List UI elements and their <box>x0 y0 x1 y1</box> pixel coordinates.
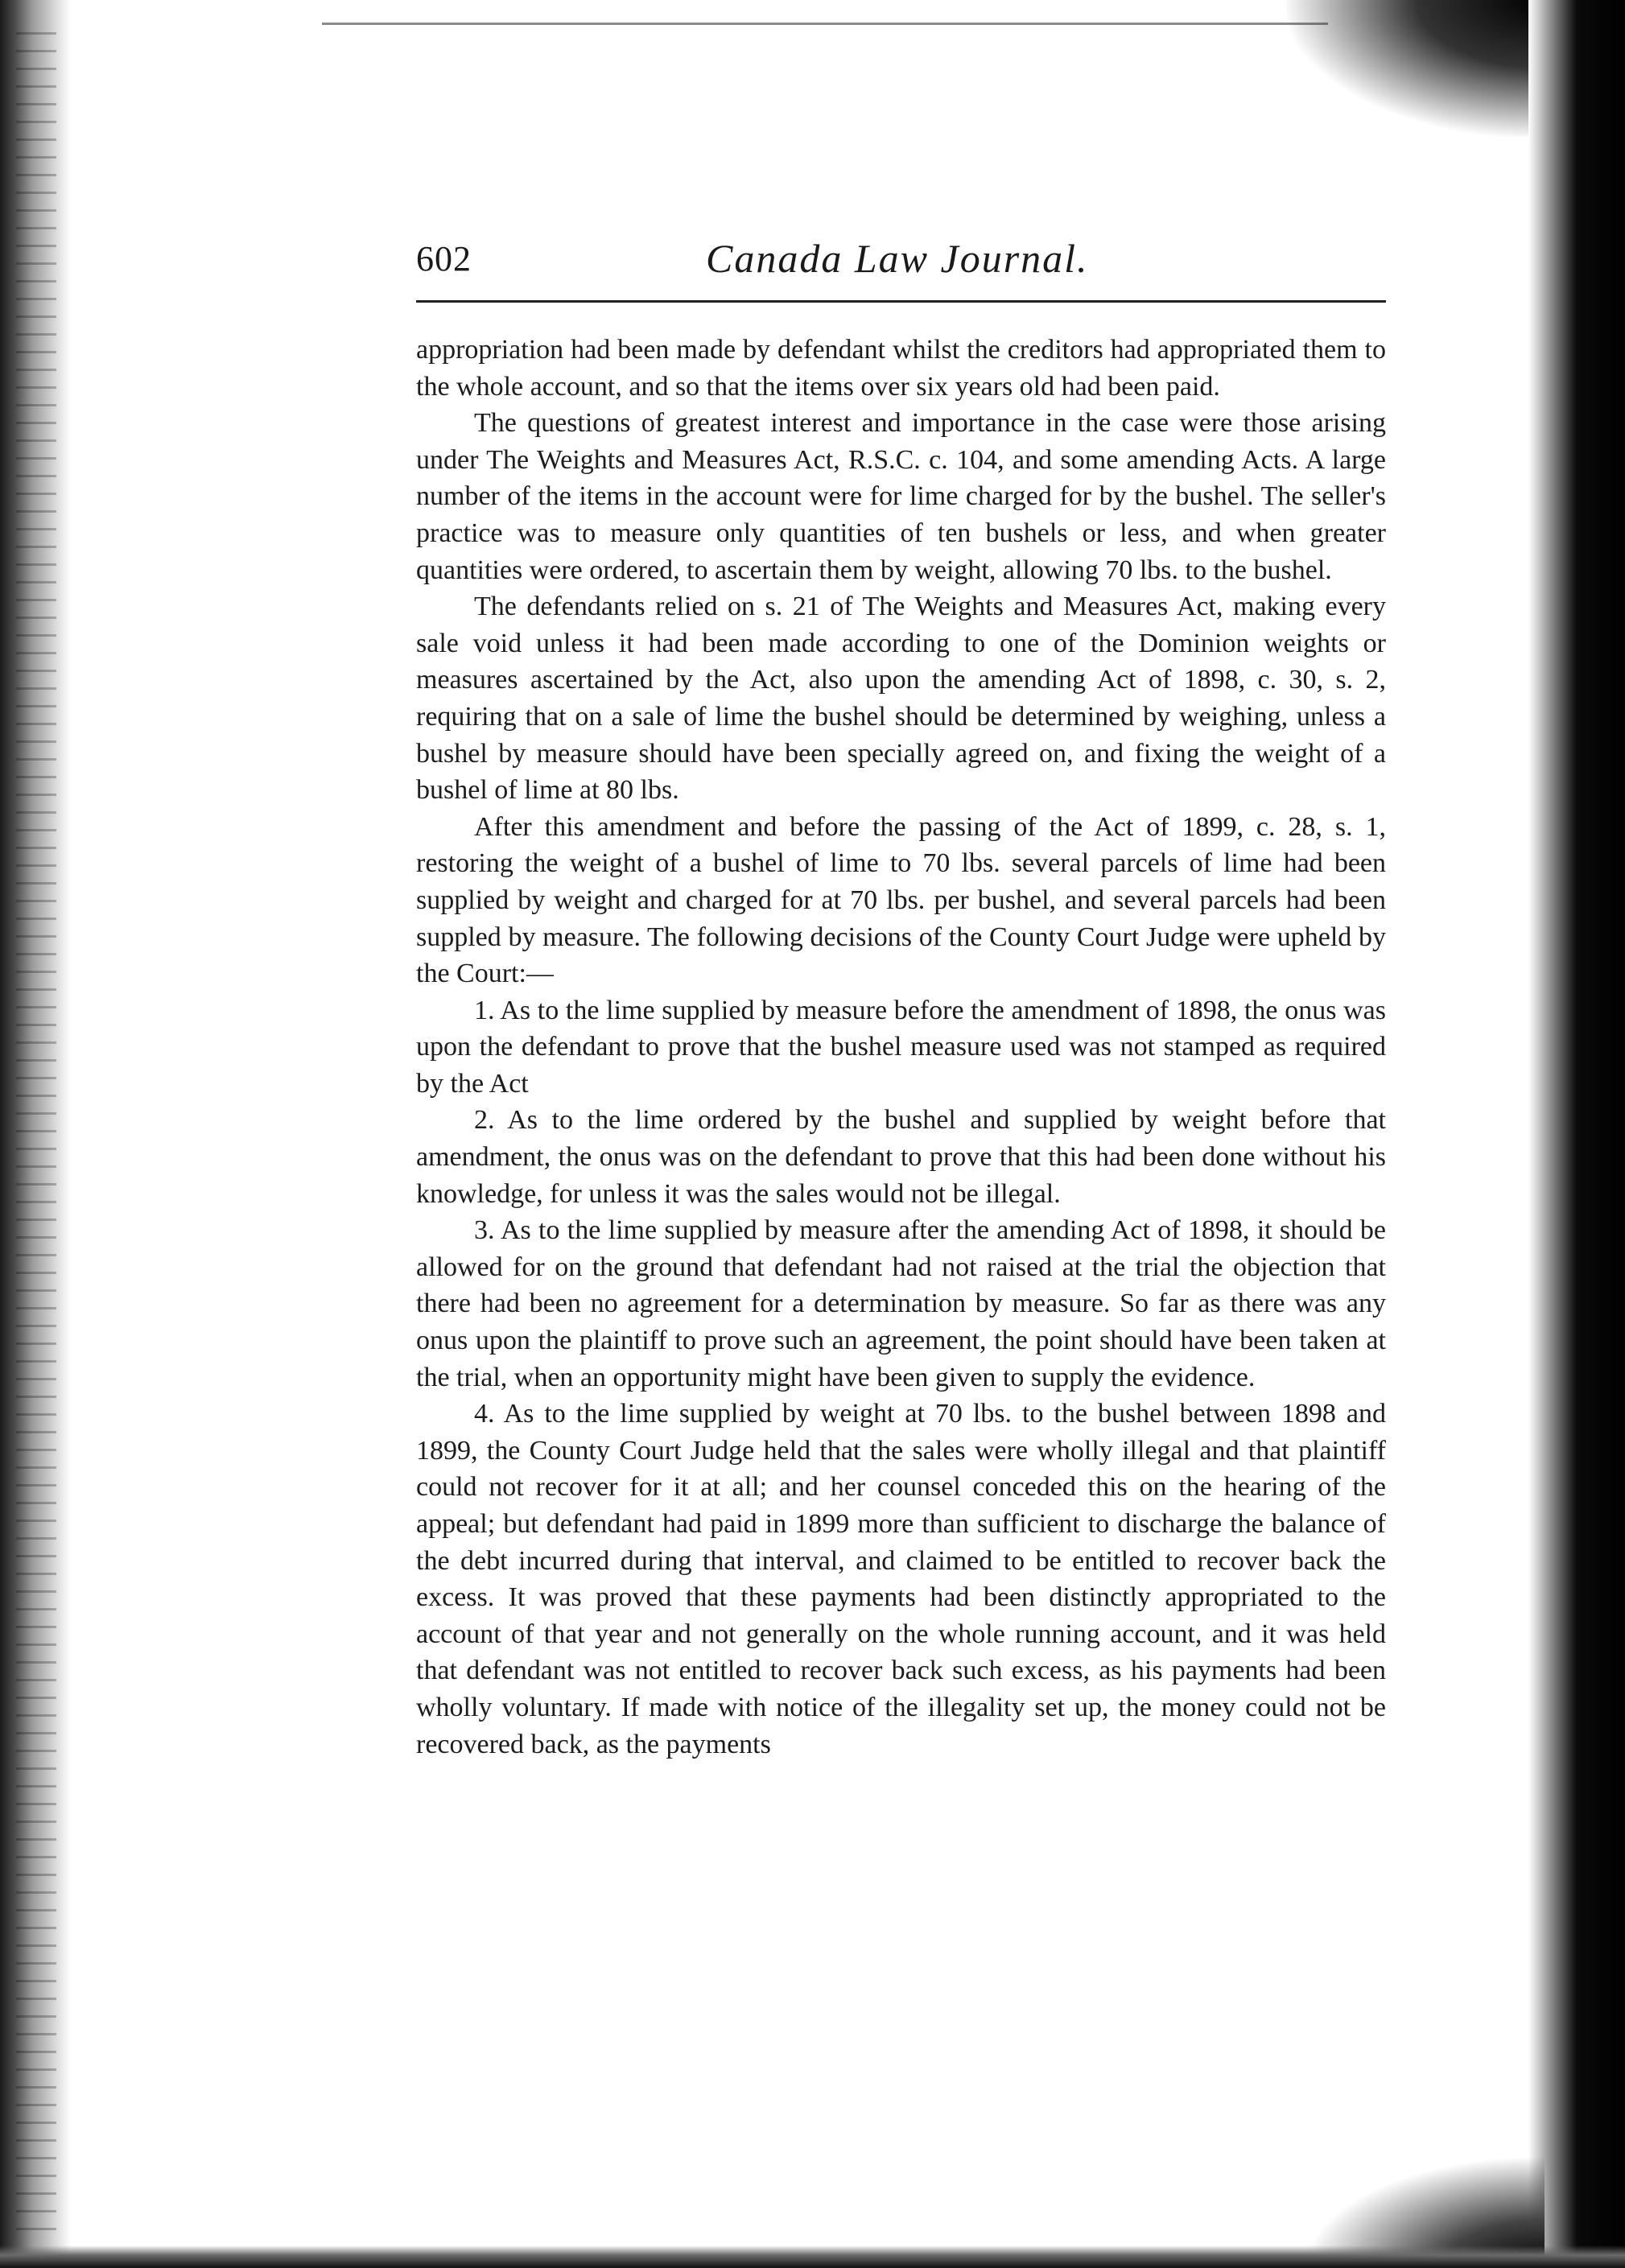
running-head <box>416 238 1386 287</box>
binding-streaks <box>16 32 56 2237</box>
decision-item-1: 1. As to the lime supplied by measure before the amendment of 1898, the onus was upon the defendant to prove that the bushel measure used was not stamped as required by the Act <box>416 995 1386 1099</box>
scan-edge-right <box>1528 0 1625 2268</box>
paragraph-weights-measures: The questions of greatest interest and importance in the case were those arising under The Weights and Measures Act, R.S.C. c. 104, and some amending Acts. A large number of the items in the account were for lime charged for by the bushel. The seller's practice was to measure only quantities of ten bushels or less, and when greater quantities were ordered, to ascertain them by weight, allowing 70 lbs. to the bushel. <box>416 408 1386 585</box>
scan-edge-bottom <box>0 2245 1625 2268</box>
decision-item-3: 3. As to the lime supplied by measure after the amending Act of 1898, it should be allowed for on the ground that defendant had not raised at the trial the objection that there had been no agreement for a determination by measure. So far as there was any onus upon the plaintiff to prove such an agreement, the point should have been taken at the trial, when an opportunity might have been given to supply the evidence. <box>416 1215 1386 1392</box>
paragraph-after-amendment: After this amendment and before the passing of the Act of 1899, c. 28, s. 1, restoring the weight of a bushel of lime to 70 lbs. several parcels of lime had been supplied by weight and charged for at 70 lbs. per bushel, and several parcels had been suppled by measure. The following decisions of the County Court Judge were upheld by the Court:— <box>416 811 1386 989</box>
paragraph-defendants-relied: The defendants relied on s. 21 of The Weights and Measures Act, making every sale void unless it had been made according to one of the Dominion weights or measures ascertained by the Act, also upon the amending Act of 1898, c. 30, s. 2, requiring that on a sale of lime the bushel should be determined by weighing, unless a bushel by measure should have been specially agreed on, and fixing the weight of a bushel of lime at 80 lbs. <box>416 592 1386 806</box>
header-rule <box>416 300 1386 303</box>
decision-item-4: 4. As to the lime supplied by weight at 70 lbs. to the bushel between 1898 and 1899, the County Court Judge held that the sales were wholly illegal and that plaintiff could not recover for it at all; and her counsel conceded this on the hearing of the appeal; but defendant had paid in 1899 more than sufficient to discharge the balance of the debt incurred during that interval, and claimed to be entitled to recover back the excess. It was proved that these payments had been distinctly appropriated to the account of that year and not generally on the whole running account, and it was held that defendant was not entitled to recover back such excess, as his payments had been wholly voluntary. If made with notice of the illegality set up, the money could not be recovered back, as the payments <box>416 1399 1386 1759</box>
page-number: 602 <box>416 239 472 278</box>
scan-top-line <box>322 23 1328 25</box>
decision-item-2: 2. As to the lime ordered by the bushel and supplied by weight before that amendment, the onus was on the defendant to prove that this had been done without his knowledge, for unless it was the sales would not be illegal. <box>416 1105 1386 1209</box>
journal-title: Canada Law Journal. <box>706 236 1089 281</box>
body-text <box>416 332 1386 1763</box>
scan-corner-shadow-top <box>1287 0 1545 137</box>
paragraph-continuation: appropriation had been made by defendant whilst the creditors had appropriated them to the whole account, and so that the items over six years old had been paid. <box>416 335 1386 402</box>
